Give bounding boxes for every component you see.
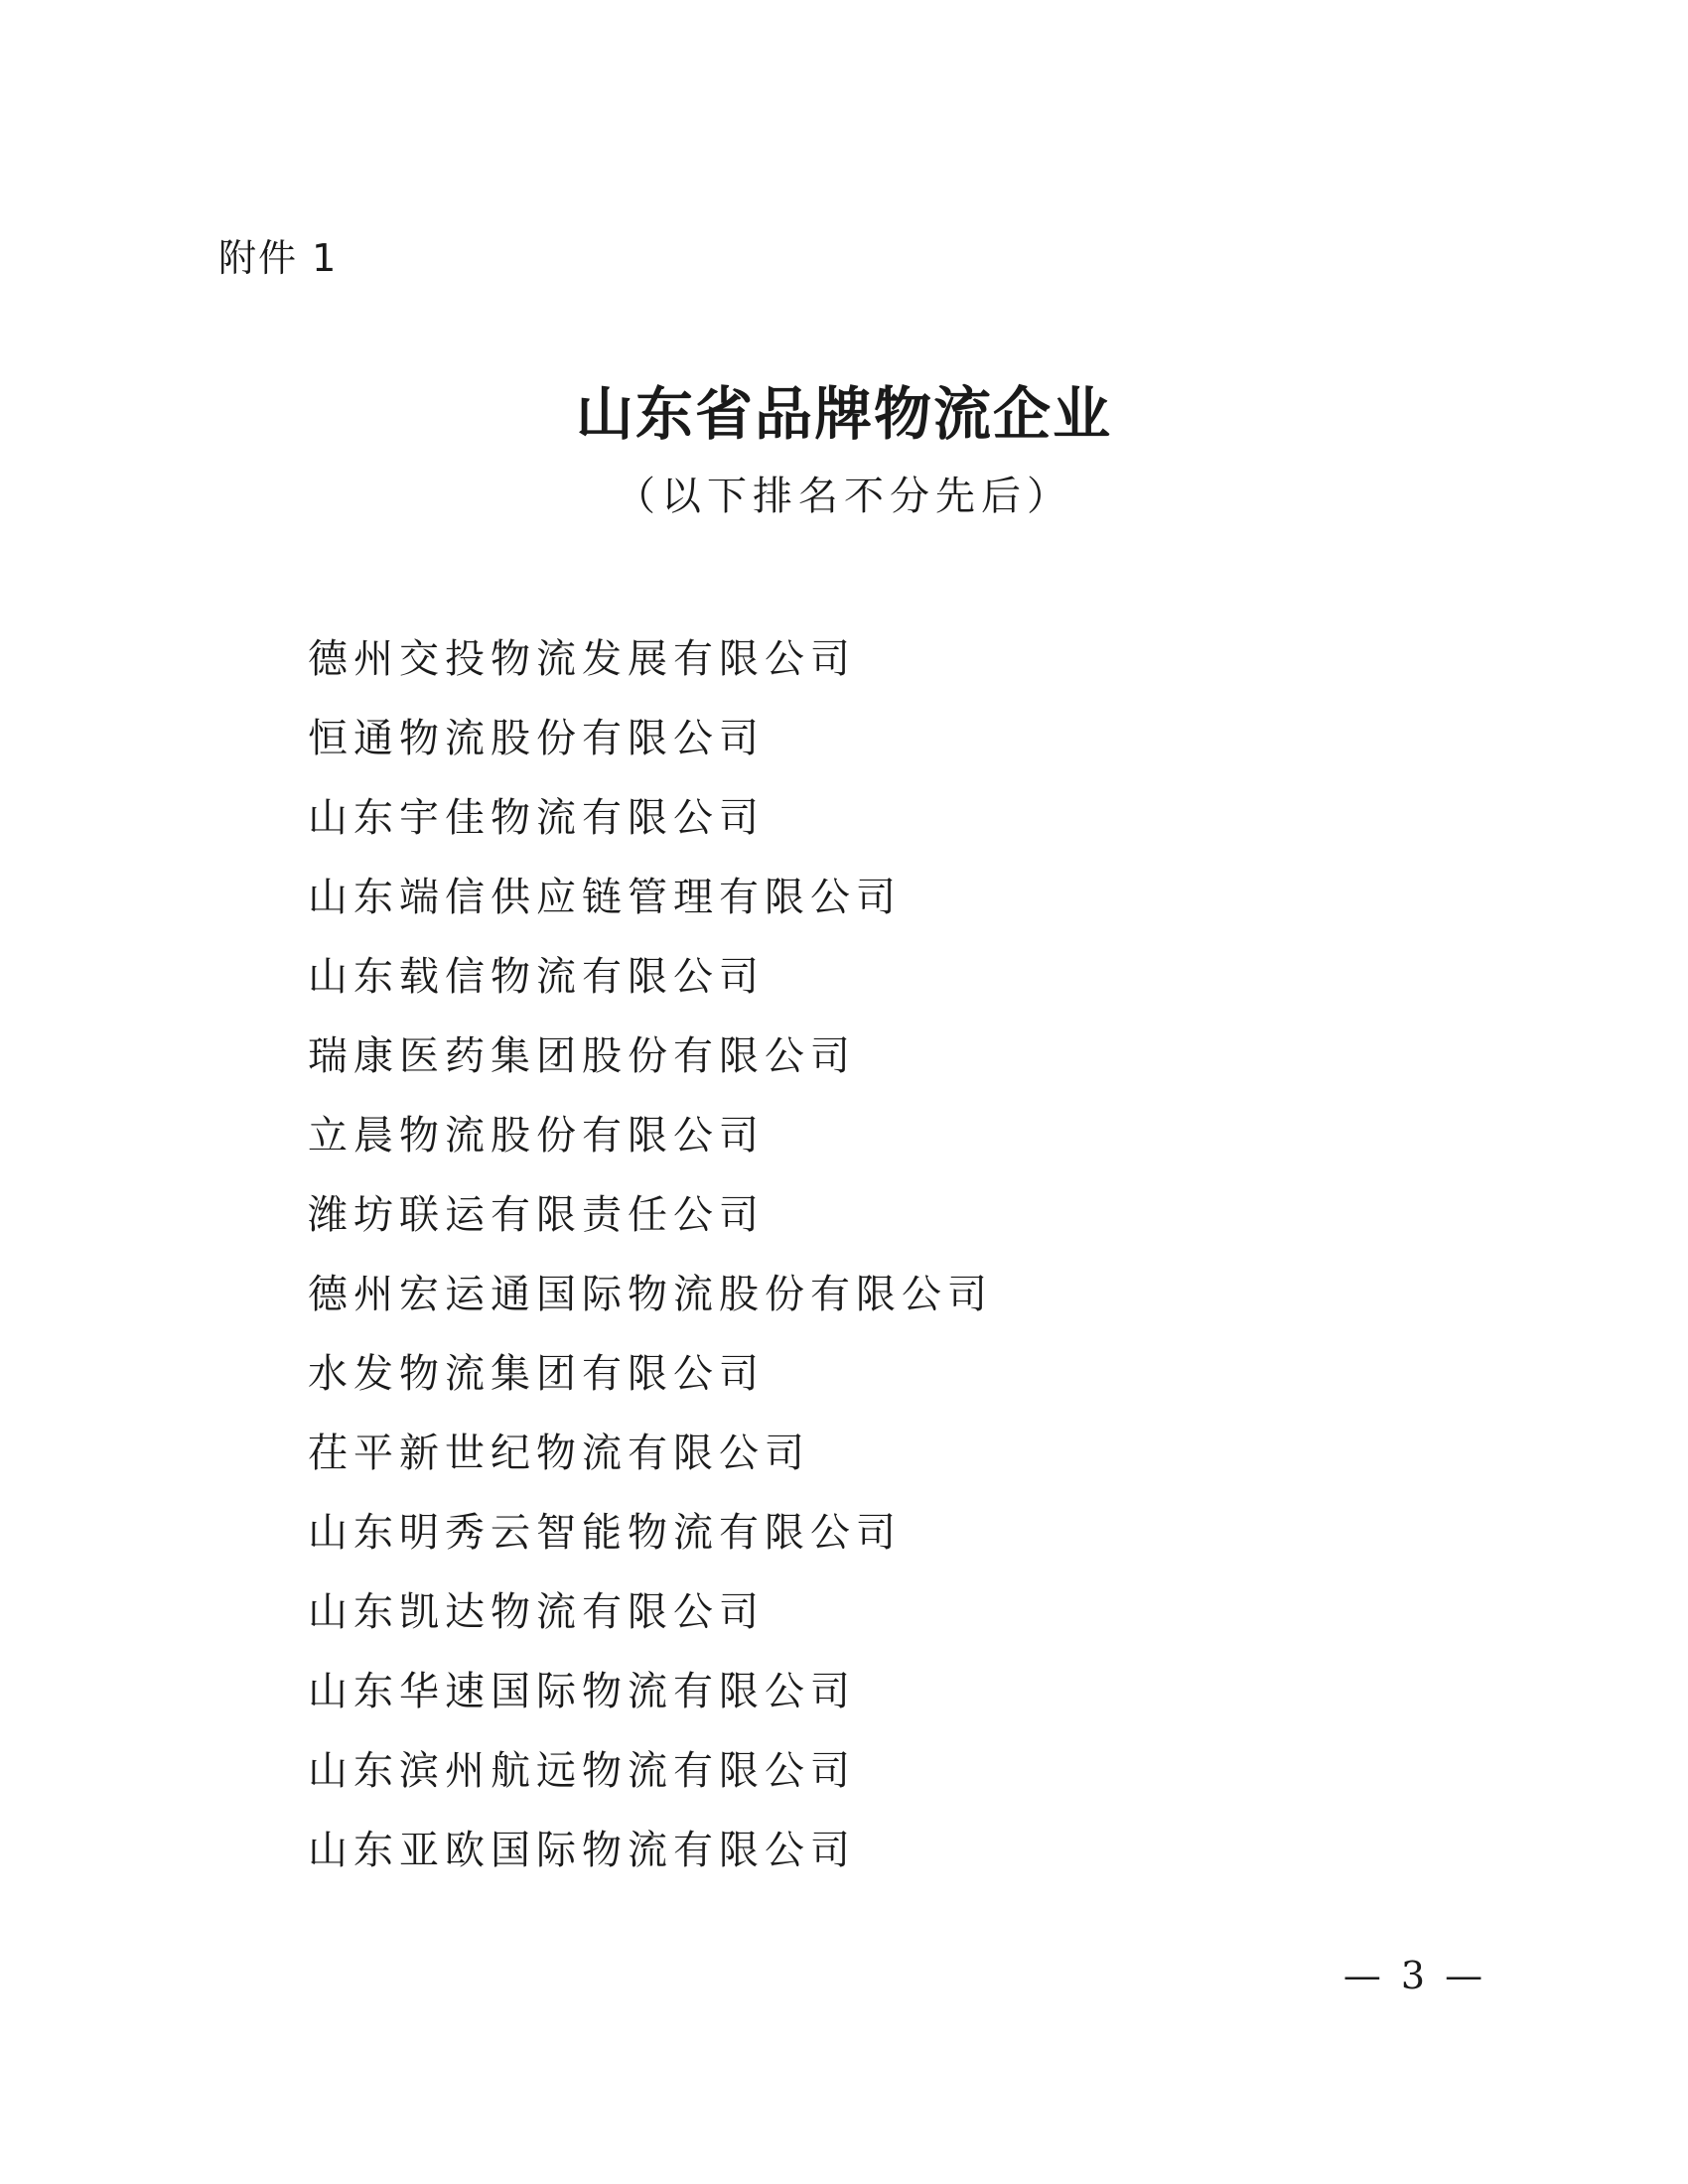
list-item: 德州交投物流发展有限公司 [308, 636, 856, 682]
list-item: 潍坊联运有限责任公司 [308, 1192, 765, 1238]
list-item: 山东明秀云智能物流有限公司 [308, 1510, 902, 1556]
list-item: 瑞康医药集团股份有限公司 [308, 1033, 856, 1079]
list-item: 山东宇佳物流有限公司 [308, 795, 765, 841]
list-item: 山东端信供应链管理有限公司 [308, 875, 902, 920]
attachment-label: 附件 1 [218, 236, 339, 280]
list-item: 山东华速国际物流有限公司 [308, 1669, 856, 1714]
company-list [308, 619, 993, 1890]
document-subtitle: （以下排名不分先后） [616, 474, 1072, 519]
list-item: 山东滨州航远物流有限公司 [308, 1748, 856, 1794]
list-item: 山东亚欧国际物流有限公司 [308, 1828, 856, 1873]
list-item: 茌平新世纪物流有限公司 [308, 1431, 810, 1476]
list-item: 山东载信物流有限公司 [308, 954, 765, 1000]
list-item: 德州宏运通国际物流股份有限公司 [308, 1272, 993, 1317]
list-item: 水发物流集团有限公司 [308, 1351, 765, 1397]
list-item: 恒通物流股份有限公司 [308, 716, 765, 761]
list-item: 立晨物流股份有限公司 [308, 1113, 765, 1159]
page-number: — 3 — [1342, 1954, 1487, 1997]
list-item: 山东凯达物流有限公司 [308, 1589, 765, 1635]
document-title: 山东省品牌物流企业 [575, 380, 1112, 448]
